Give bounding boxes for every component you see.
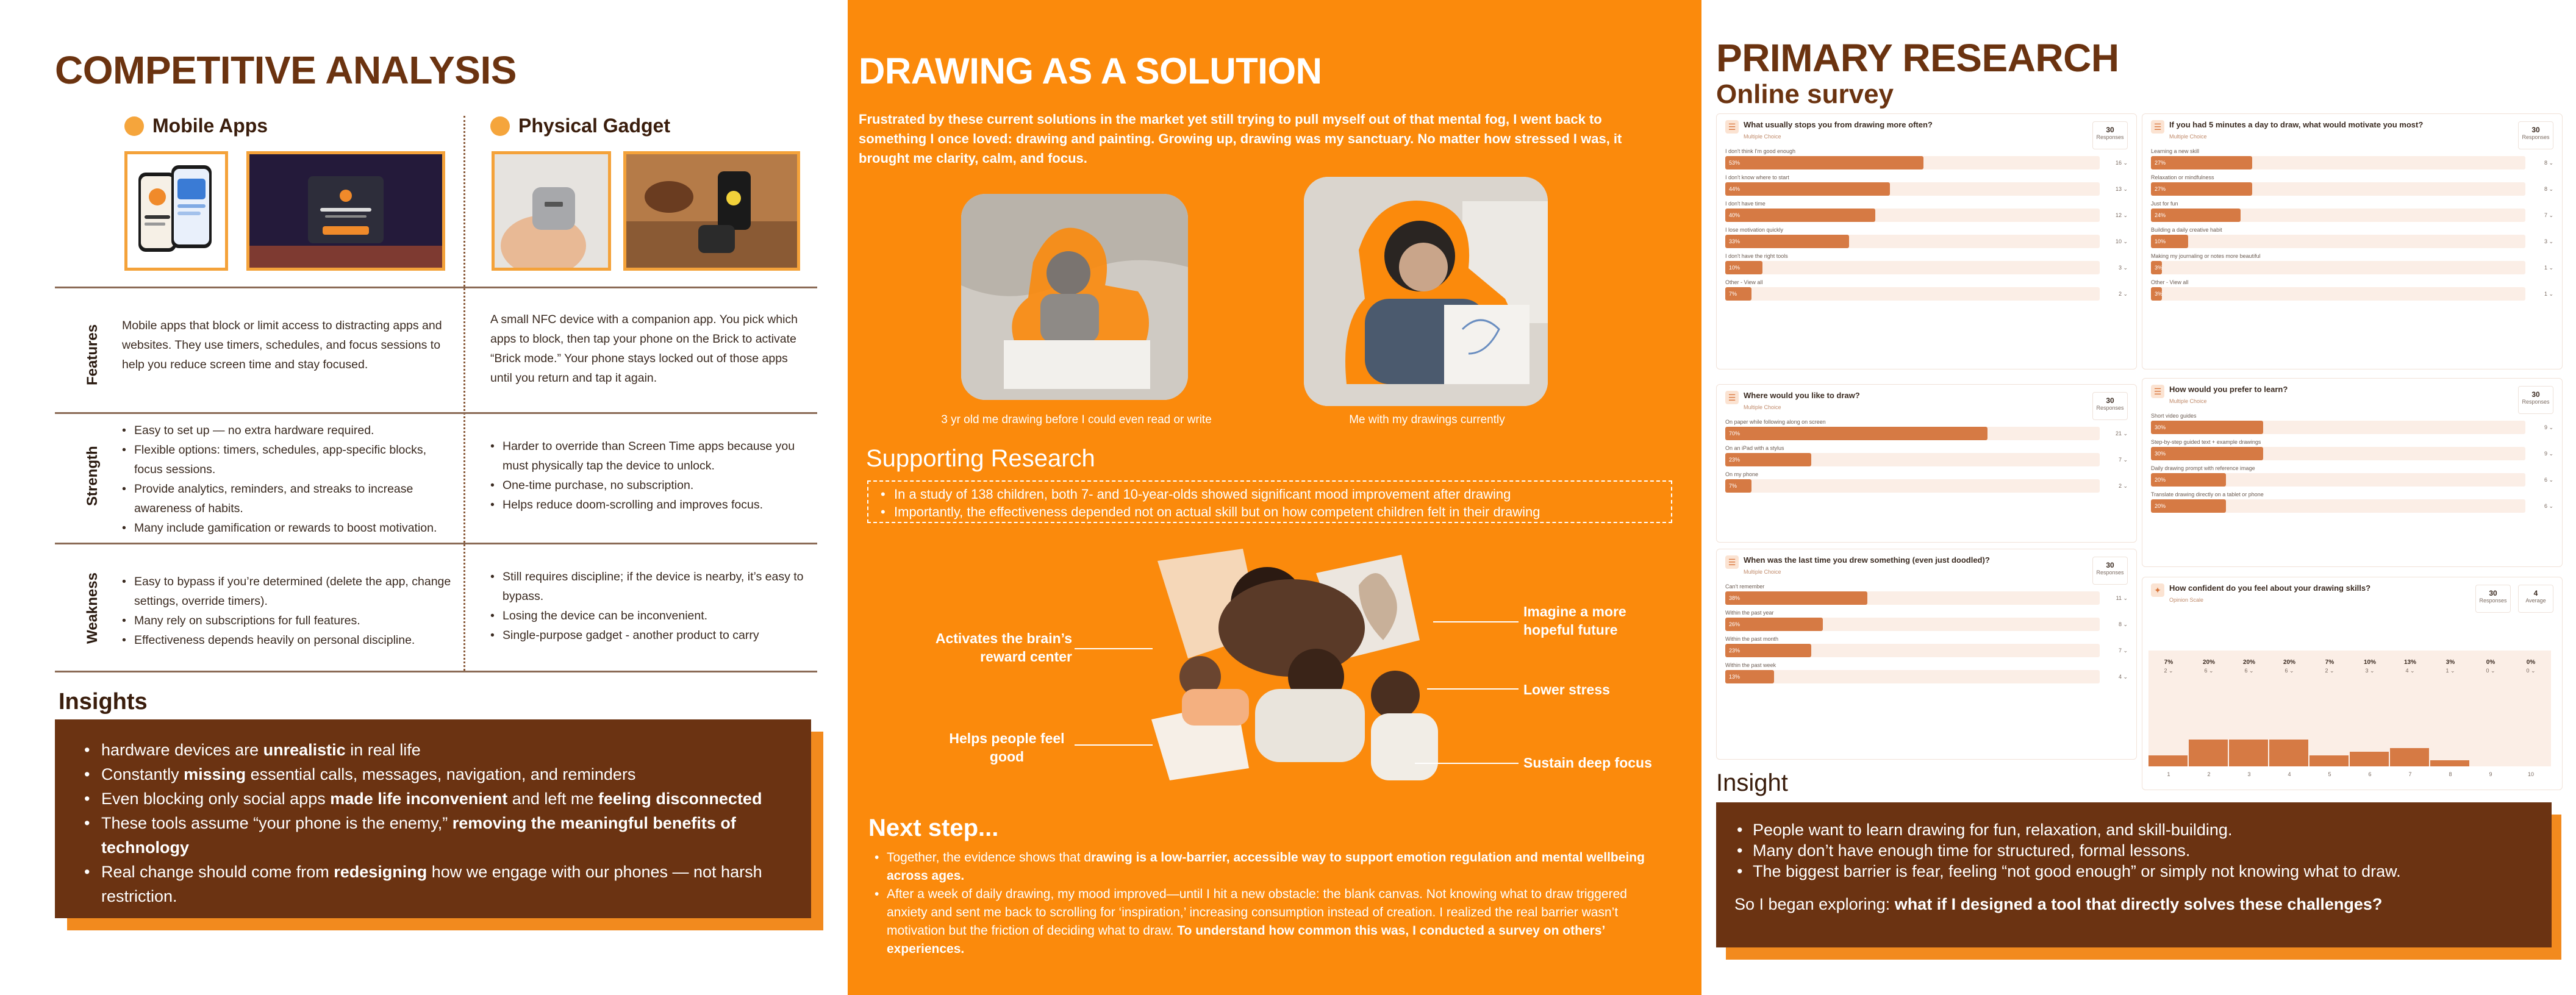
option-bar-track <box>2151 156 2525 169</box>
survey-option <box>2151 227 2553 248</box>
option-bar-track <box>2151 182 2525 196</box>
responses-count: 30 Responses <box>2518 121 2553 149</box>
list-item: • Many rely on subscriptions for full features. <box>122 611 451 630</box>
insight-conclusion: So I began exploring: what if I designed a tool that directly solves these challenges? <box>1734 895 2383 913</box>
strength-row-label: Strength <box>84 446 101 506</box>
scale-tick-label: 4 <box>2288 771 2291 777</box>
gadget-label: Physical Gadget <box>518 115 670 137</box>
option-bar: 33% <box>1725 235 1849 248</box>
scale-tick-label: 3 <box>2247 771 2251 777</box>
scale-tick-label: 7 <box>2408 771 2412 777</box>
option-count: 10 ⌄ <box>2115 238 2128 244</box>
list-item: • Easy to bypass if you’re determined (delete the app, change settings, override timers). <box>122 572 451 611</box>
survey-option <box>1725 148 2128 169</box>
option-bar: 30% <box>2151 447 2263 460</box>
question-icon: ☰ <box>2151 385 2164 398</box>
features-row-label: Features <box>84 324 101 385</box>
survey-option <box>2151 253 2553 274</box>
benefit-connector-lines <box>848 0 1701 995</box>
benefit-hopeful-future: Imagine a more hopeful future <box>1523 604 1626 638</box>
list-item: • Many include gamification or rewards to boost motivation. <box>122 518 451 538</box>
dot-icon <box>490 116 510 136</box>
scale-tick-label: 2 <box>2207 771 2211 777</box>
scale-bar <box>2350 752 2389 766</box>
survey-option <box>1725 445 2128 466</box>
adult-photo-caption: Me with my drawings currently <box>1349 413 1505 426</box>
benefit-feel-good: Helps people feel good <box>949 730 1065 765</box>
responses-count: 30 Responses <box>2518 386 2553 414</box>
question-title: ☰ How would you prefer to learn? <box>2151 385 2553 398</box>
scale-bar <box>2189 740 2228 766</box>
survey-option <box>2151 279 2553 301</box>
option-bar-track <box>2151 261 2525 274</box>
scale-tick-label: 6 <box>2368 771 2372 777</box>
option-label: Within the past month <box>1725 636 1779 642</box>
option-bar-track <box>1725 261 2100 274</box>
option-label: I don't think I'm good enough <box>1725 148 1796 154</box>
option-count: 1 ⌄ <box>2544 264 2553 271</box>
option-bar: 24% <box>2151 209 2241 222</box>
scale-count-label: 0 ⌄ <box>2486 668 2496 674</box>
question-type: Multiple Choice <box>1744 404 1781 410</box>
option-bar-track <box>1725 156 2100 169</box>
option-bar: 38% <box>1725 591 1867 605</box>
question-title: ✦ How confident do you feel about your drawing skills? <box>2151 583 2553 597</box>
option-bar-track <box>1725 591 2100 605</box>
survey-option <box>1725 201 2128 222</box>
insight-item: • Constantly missing essential calls, messages, navigation, and reminders <box>82 762 784 786</box>
option-count: 8 ⌄ <box>2544 159 2553 166</box>
option-bar-track <box>1725 644 2100 657</box>
option-bar: 40% <box>1725 209 1875 222</box>
option-bar: 7% <box>1725 479 1751 493</box>
list-item: • Still requires discipline; if the device is nearby, it’s easy to bypass. <box>490 567 807 606</box>
option-bar-track <box>2151 235 2525 248</box>
benefit-reward-center: Activates the brain’s reward center <box>935 630 1072 665</box>
option-bar: 23% <box>1725 453 1811 466</box>
option-bar-track <box>2151 421 2525 434</box>
option-count: 6 ⌄ <box>2544 476 2553 483</box>
survey-option <box>1725 610 2128 631</box>
survey-option <box>1725 227 2128 248</box>
survey-option <box>2151 465 2553 487</box>
responses-count: 30 Responses <box>2092 121 2128 149</box>
option-bar: 26% <box>1725 618 1823 631</box>
scale-count-label: 6 ⌄ <box>2204 668 2214 674</box>
scale-count-label: 2 ⌄ <box>2164 668 2174 674</box>
scale-pct-label: 20% <box>2242 659 2256 666</box>
option-bar-track <box>1725 235 2100 248</box>
next-step-item: • After a week of daily drawing, my mood improved—until I hit a new obstacle: the blank canvas. Not knowing what to draw triggered anxiety and sent me back to scrolling for ‘inspiration,’ increasing consumption instead of creation. I realized the real barrier wasn’t motivation but the friction of deciding what to draw. To understand how common this was, I conducted a survey on others’ experiences. <box>875 885 1661 958</box>
scale-tick-label: 9 <box>2489 771 2492 777</box>
drawing-solution-panel <box>848 0 1701 995</box>
option-count: 3 ⌄ <box>2544 238 2553 244</box>
scale-count-label: 6 ⌄ <box>2284 668 2294 674</box>
option-label: I don't have time <box>1725 201 1766 207</box>
option-count: 4 ⌄ <box>2118 673 2128 680</box>
list-item: • Harder to override than Screen Time apps because you must physically tap the device to unlock. <box>490 437 807 476</box>
row-divider <box>55 671 817 672</box>
option-bar-track <box>1725 209 2100 222</box>
next-step-title: Next step... <box>868 815 999 841</box>
option-count: 13 ⌄ <box>2115 185 2128 192</box>
insight-item: • hardware devices are unrealistic in real life <box>82 738 784 762</box>
responses-count: 30 Responses <box>2092 392 2128 420</box>
question-title: ☰ What usually stops you from drawing more often? <box>1725 120 2128 134</box>
primary-research-panel <box>1701 0 2576 995</box>
option-count: 7 ⌄ <box>2118 647 2128 654</box>
insights-title: Insights <box>59 689 148 715</box>
option-label: Other - View all <box>1725 279 1763 285</box>
scale-pct-label: 7% <box>2325 659 2334 666</box>
option-label: Relaxation or mindfulness <box>2151 174 2214 180</box>
option-bar-track <box>1725 479 2100 493</box>
gadget-heading <box>490 115 670 137</box>
option-label: On paper while following along on screen <box>1725 419 1826 425</box>
survey-option <box>1725 419 2128 440</box>
question-title: ☰ Where would you like to draw? <box>1725 391 2128 404</box>
option-count: 9 ⌄ <box>2544 424 2553 430</box>
option-bar: 44% <box>1725 182 1890 196</box>
benefit-lower-stress: Lower stress <box>1523 682 1610 697</box>
confidence-scale-chart <box>2148 632 2551 782</box>
question-icon: ☰ <box>1725 555 1739 569</box>
option-count: 6 ⌄ <box>2544 502 2553 509</box>
insight-item: • The biggest barrier is fear, feeling “not good enough” or simply not knowing what to draw. <box>1734 861 2533 882</box>
option-bar-track <box>1725 427 2100 440</box>
survey-card-prefer-learn <box>2142 378 2563 567</box>
option-bar-track <box>1725 670 2100 683</box>
scale-bar <box>2309 755 2349 766</box>
option-label: Short video guides <box>2151 413 2197 419</box>
option-bar: 70% <box>1725 427 1987 440</box>
research-item: • In a study of 138 children, both 7- and 10-year-olds showed significant mood improvement after drawing <box>881 485 1659 503</box>
scale-bar <box>2229 740 2268 766</box>
option-bar: 3% <box>2151 287 2162 301</box>
question-icon: ☰ <box>1725 391 1739 404</box>
option-label: I lose motivation quickly <box>1725 227 1784 233</box>
option-label: Building a daily creative habit <box>2151 227 2222 233</box>
brick-in-use-image <box>623 151 800 271</box>
option-bar-track <box>2151 499 2525 513</box>
column-divider <box>463 116 465 671</box>
survey-option <box>1725 174 2128 196</box>
scale-count-label: 3 ⌄ <box>2365 668 2375 674</box>
survey-option <box>1725 583 2128 605</box>
scale-pct-label: 13% <box>2403 659 2417 666</box>
responses-count: 30 Responses <box>2092 557 2128 585</box>
option-label: Daily drawing prompt with reference image <box>2151 465 2255 471</box>
question-type: Multiple Choice <box>1744 569 1781 575</box>
scale-pct-label: 0% <box>2526 659 2536 666</box>
list-item: • Single-purpose gadget - another product to carry <box>490 626 807 645</box>
scale-bar <box>2269 740 2308 766</box>
scale-pct-label: 20% <box>2202 659 2216 666</box>
scale-count-label: 1 ⌄ <box>2445 668 2455 674</box>
option-label: Other - View all <box>2151 279 2189 285</box>
scale-bar <box>2430 760 2469 766</box>
benefit-deep-focus: Sustain deep focus <box>1523 755 1652 771</box>
option-count: 1 ⌄ <box>2544 290 2553 297</box>
option-label: Learning a new skill <box>2151 148 2200 154</box>
scale-pct-label: 7% <box>2164 659 2174 666</box>
survey-option <box>2151 439 2553 460</box>
brick-device-image <box>492 151 611 271</box>
option-label: On an iPad with a stylus <box>1725 445 1784 451</box>
option-bar-track <box>1725 287 2100 301</box>
scale-tick-label: 8 <box>2449 771 2452 777</box>
option-label: Within the past year <box>1725 610 1774 616</box>
list-item: • Easy to set up — no extra hardware required. <box>122 421 451 440</box>
list-item: • Helps reduce doom-scrolling and improves focus. <box>490 495 807 515</box>
option-bar-track <box>2151 447 2525 460</box>
list-item: • Losing the device can be inconvenient. <box>490 606 807 626</box>
list-item: • Flexible options: timers, schedules, app-specific blocks, focus sessions. <box>122 440 451 479</box>
option-bar: 27% <box>2151 182 2252 196</box>
option-bar-track <box>2151 287 2525 301</box>
dot-icon <box>124 116 144 136</box>
option-bar-track <box>1725 453 2100 466</box>
scale-count-label: 4 ⌄ <box>2405 668 2415 674</box>
survey-option <box>1725 636 2128 657</box>
option-count: 12 ⌄ <box>2115 212 2128 218</box>
scale-count-label: 0 ⌄ <box>2526 668 2536 674</box>
features-mobile-text: Mobile apps that block or limit access to distracting apps and websites. They use timers, schedules, and focus sessions to help you reduce screen time and stay focused. <box>122 319 442 371</box>
option-bar: 10% <box>1725 261 1762 274</box>
list-item: • One-time purchase, no subscription. <box>490 476 807 495</box>
scale-tick-label: 5 <box>2328 771 2331 777</box>
responses-count: 30 Responses <box>2475 585 2511 613</box>
option-count: 21 ⌄ <box>2115 430 2128 437</box>
insight-item: • People want to learn drawing for fun, relaxation, and skill-building. <box>1734 819 2533 840</box>
question-icon: ☰ <box>2151 120 2164 134</box>
question-type: Multiple Choice <box>2169 398 2207 404</box>
option-bar: 7% <box>1725 287 1751 301</box>
option-count: 16 ⌄ <box>2115 159 2128 166</box>
mobile-app-screens-image <box>124 151 228 271</box>
option-bar: 13% <box>1725 670 1774 683</box>
question-icon: ☰ <box>1725 120 1739 134</box>
survey-card-last-drew <box>1716 549 2137 760</box>
online-survey-subtitle: Online survey <box>1716 79 1894 109</box>
weakness-mobile-list <box>122 572 451 650</box>
survey-option <box>2151 413 2553 434</box>
next-step-body <box>875 849 1661 958</box>
question-title: ☰ When was the last time you drew something (even just doodled)? <box>1725 555 2128 569</box>
strength-mobile-list <box>122 421 451 538</box>
option-bar: 23% <box>1725 644 1811 657</box>
option-bar-track <box>2151 473 2525 487</box>
strength-gadget-list <box>490 437 807 515</box>
insight-item: • These tools assume “your phone is the enemy,” removing the meaningful benefits of technology <box>82 811 784 860</box>
option-label: I don't know where to start <box>1725 174 1789 180</box>
survey-card-where-draw <box>1716 384 2137 543</box>
survey-card-motivation <box>2142 113 2563 369</box>
scale-bar <box>2390 748 2429 766</box>
scale-count-label: 6 ⌄ <box>2244 668 2254 674</box>
scale-tick-label: 10 <box>2527 771 2535 777</box>
survey-card-stops-drawing <box>1716 113 2137 369</box>
insight-box <box>1716 802 2552 947</box>
features-gadget-text: A small NFC device with a companion app. You pick which apps to block, then tap your phone on the Brick to activate “Brick mode.” Your phone stays locked out of those apps until you return and tap it again. <box>490 313 798 385</box>
scale-pct-label: 10% <box>2363 659 2377 666</box>
average-score: 4 Average <box>2518 585 2553 613</box>
row-divider <box>55 543 817 544</box>
option-count: 9 ⌄ <box>2544 450 2553 457</box>
option-label: Making my journaling or notes more beautiful <box>2151 253 2261 259</box>
option-count: 3 ⌄ <box>2118 264 2128 271</box>
solution-title: DRAWING AS A SOLUTION <box>859 51 1322 91</box>
row-divider <box>55 287 817 288</box>
option-label: Just for fun <box>2151 201 2178 207</box>
weakness-row-label: Weakness <box>84 572 101 644</box>
option-label: On my phone <box>1725 471 1759 477</box>
scale-bar <box>2148 755 2188 766</box>
question-type: Multiple Choice <box>2169 134 2207 140</box>
option-count: 8 ⌄ <box>2544 185 2553 192</box>
survey-option <box>2151 148 2553 169</box>
insight-item: • Many don’t have enough time for structured, formal lessons. <box>1734 840 2533 861</box>
option-bar: 3% <box>2151 261 2162 274</box>
option-count: 7 ⌄ <box>2118 456 2128 463</box>
option-bar-track <box>2151 209 2525 222</box>
survey-option <box>2151 201 2553 222</box>
option-label: Step-by-step guided text + example drawings <box>2151 439 2261 445</box>
option-bar: 53% <box>1725 156 1923 169</box>
survey-card-confidence <box>2142 577 2563 790</box>
mobile-apps-heading <box>124 115 268 137</box>
insight-item: • Even blocking only social apps made life inconvenient and left me feeling disconnected <box>82 786 784 811</box>
option-label: I don't have the right tools <box>1725 253 1788 259</box>
scale-pct-label: 20% <box>2283 659 2296 666</box>
list-item: • Effectiveness depends heavily on personal discipline. <box>122 630 451 650</box>
child-photo-caption: 3 yr old me drawing before I could even read or write <box>941 413 1212 426</box>
research-item: • Importantly, the effectiveness depended not on actual skill but on how competent children felt in their drawing <box>881 503 1659 521</box>
option-bar: 27% <box>2151 156 2252 169</box>
scale-tick-label: 1 <box>2167 771 2170 777</box>
list-item: • Provide analytics, reminders, and streaks to increase awareness of habits. <box>122 479 451 518</box>
question-type: Multiple Choice <box>1744 134 1781 140</box>
option-bar: 10% <box>2151 235 2188 248</box>
question-icon: ✦ <box>2151 583 2164 597</box>
survey-option <box>1725 279 2128 301</box>
option-label: Within the past week <box>1725 662 1776 668</box>
option-bar: 20% <box>2151 499 2226 513</box>
scale-pct-label: 0% <box>2486 659 2496 666</box>
option-count: 11 ⌄ <box>2116 594 2128 601</box>
option-bar-track <box>1725 618 2100 631</box>
scale-pct-label: 3% <box>2445 659 2455 666</box>
competitive-title: COMPETITIVE ANALYSIS <box>55 48 517 92</box>
option-label: Can't remember <box>1725 583 1765 590</box>
insight-item: • Real change should come from redesigning how we engage with our phones — not harsh restriction. <box>82 860 784 908</box>
supporting-research-title: Supporting Research <box>866 445 1095 472</box>
survey-option <box>2151 491 2553 513</box>
research-title: PRIMARY RESEARCH <box>1716 36 2119 80</box>
insight-title: Insight <box>1716 769 1788 796</box>
row-divider <box>55 412 817 414</box>
solution-intro: Frustrated by these current solutions in the market yet still trying to pull myself out of that mental fog, I went back to something I once loved: drawing and painting. Growing up, drawing was my sanctuary. No matter how stressed I was, it brought me clarity, calm, and focus. <box>859 112 1622 166</box>
option-count: 2 ⌄ <box>2118 290 2128 297</box>
survey-option <box>1725 471 2128 493</box>
option-label: Translate drawing directly on a tablet or phone <box>2151 491 2264 498</box>
option-count: 2 ⌄ <box>2118 482 2128 489</box>
weakness-gadget-list <box>490 567 807 645</box>
option-bar: 30% <box>2151 421 2263 434</box>
survey-option <box>2151 174 2553 196</box>
competitive-analysis-panel <box>0 0 848 995</box>
next-step-item: • Together, the evidence shows that drawing is a low-barrier, accessible way to support emotion regulation and mental wellbeing across ages. <box>875 849 1661 885</box>
option-bar: 20% <box>2151 473 2226 487</box>
option-bar-track <box>1725 182 2100 196</box>
scale-count-label: 2 ⌄ <box>2325 668 2334 674</box>
option-count: 7 ⌄ <box>2544 212 2553 218</box>
survey-option <box>1725 662 2128 683</box>
question-type: Opinion Scale <box>2169 597 2204 603</box>
insights-box <box>55 719 811 918</box>
mobile-apps-label: Mobile Apps <box>152 115 268 137</box>
survey-option <box>1725 253 2128 274</box>
desktop-app-screen-image <box>246 151 445 271</box>
question-title: ☰ If you had 5 minutes a day to draw, what would motivate you most? <box>2151 120 2553 134</box>
option-count: 8 ⌄ <box>2118 621 2128 627</box>
